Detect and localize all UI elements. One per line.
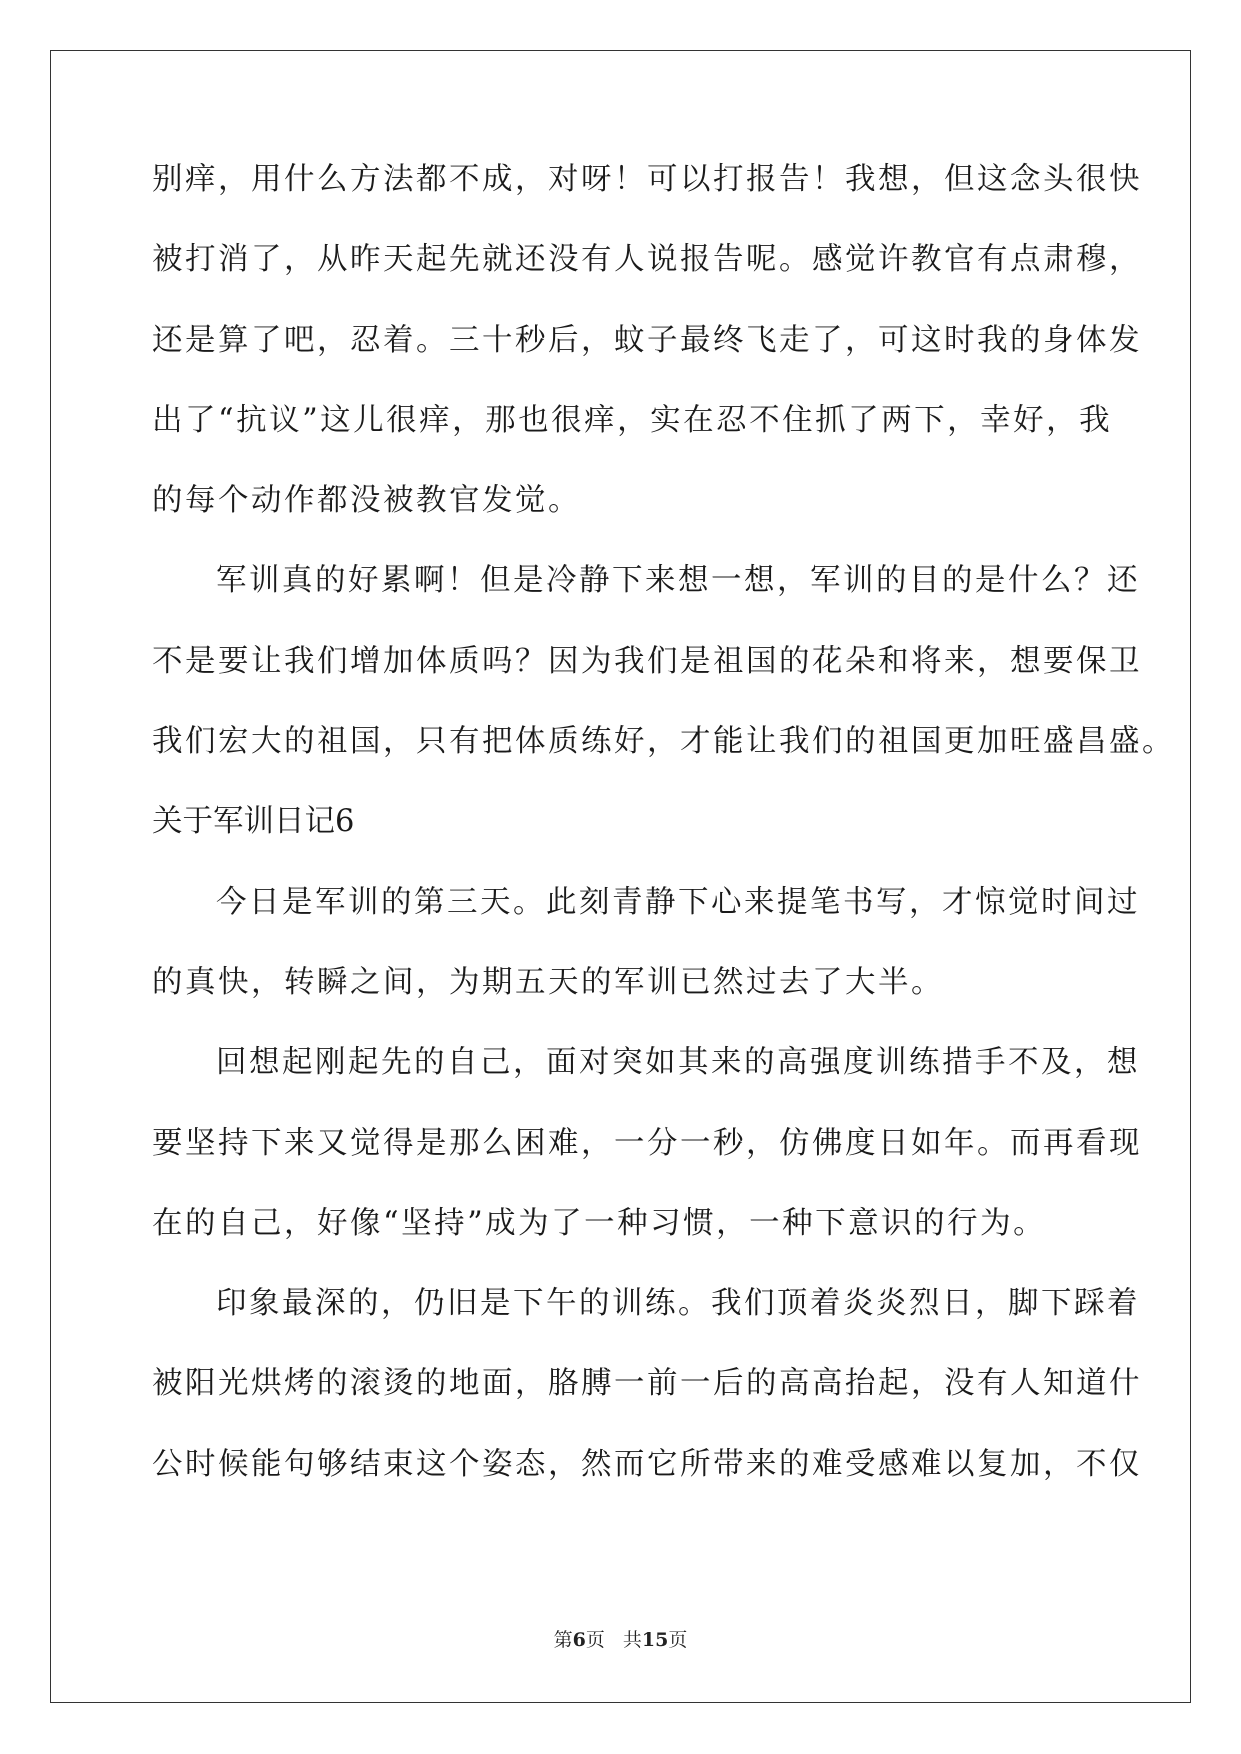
text-line: 别痒，用什么方法都不成，对呀！可以打报告！我想，但这念头很快 [152,162,1142,197]
text-line: 我们宏大的祖国，只有把体质练好，才能让我们的祖国更加旺盛昌盛。 [152,724,1175,760]
text-line: 出了“抗议”这儿很痒，那也很痒，实在忍不住抓了两下，幸好，我 [152,402,1113,438]
text-line: 公时候能句够结束这个姿态，然而它所带来的难受感难以复加，不仅 [152,1446,1142,1482]
text-line: 要坚持下来又觉得是那么困难，一分一秒，仿佛度日如年。而再看现 [152,1125,1142,1161]
page-total-prefix: 共 [622,1629,642,1651]
page-number-total: 15 [641,1629,669,1651]
page-footer [0,1625,1241,1652]
document-body [152,160,1175,1525]
text-line: 的真快，转瞬之间，为期五天的军训已然过去了大半。 [152,964,944,1000]
paragraph-start-line: 今日是军训的第三天。此刻青静下心来提笔书写，才惊觉时间过 [216,884,1140,920]
page-number-prefix: 第 [553,1629,573,1651]
section-heading: 关于军训日记6 [152,804,355,840]
text-line: 不是要让我们增加体质吗？因为我们是祖国的花朵和将来，想要保卫 [152,643,1142,679]
text-line: 还是算了吧，忍着。三十秒后，蚊子最终飞走了，可这时我的身体发 [152,322,1142,358]
paragraph-start-line: 回想起刚起先的自己，面对突如其来的高强度训练措手不及，想 [216,1045,1140,1081]
text-line: 的每个动作都没被教官发觉。 [152,483,581,519]
paragraph-start-line: 印象最深的，仍旧是下午的训练。我们顶着炎炎烈日，脚下踩着 [216,1286,1140,1322]
text-line: 在的自己，好像“坚持”成为了一种习惯，一种下意识的行为。 [152,1205,1047,1241]
page-number-suffix: 页 [585,1629,605,1651]
page-total-suffix: 页 [668,1629,688,1651]
text-line: 被阳光烘烤的滚烫的地面，胳膊一前一后的高高抬起，没有人知道什 [152,1366,1142,1402]
paragraph-start-line: 军训真的好累啊！但是冷静下来想一想，军训的目的是什么？还 [216,563,1140,599]
page-number-current: 6 [572,1629,586,1651]
text-line: 被打消了，从昨天起先就还没有人说报告呢。感觉许教官有点肃穆， [152,242,1142,278]
